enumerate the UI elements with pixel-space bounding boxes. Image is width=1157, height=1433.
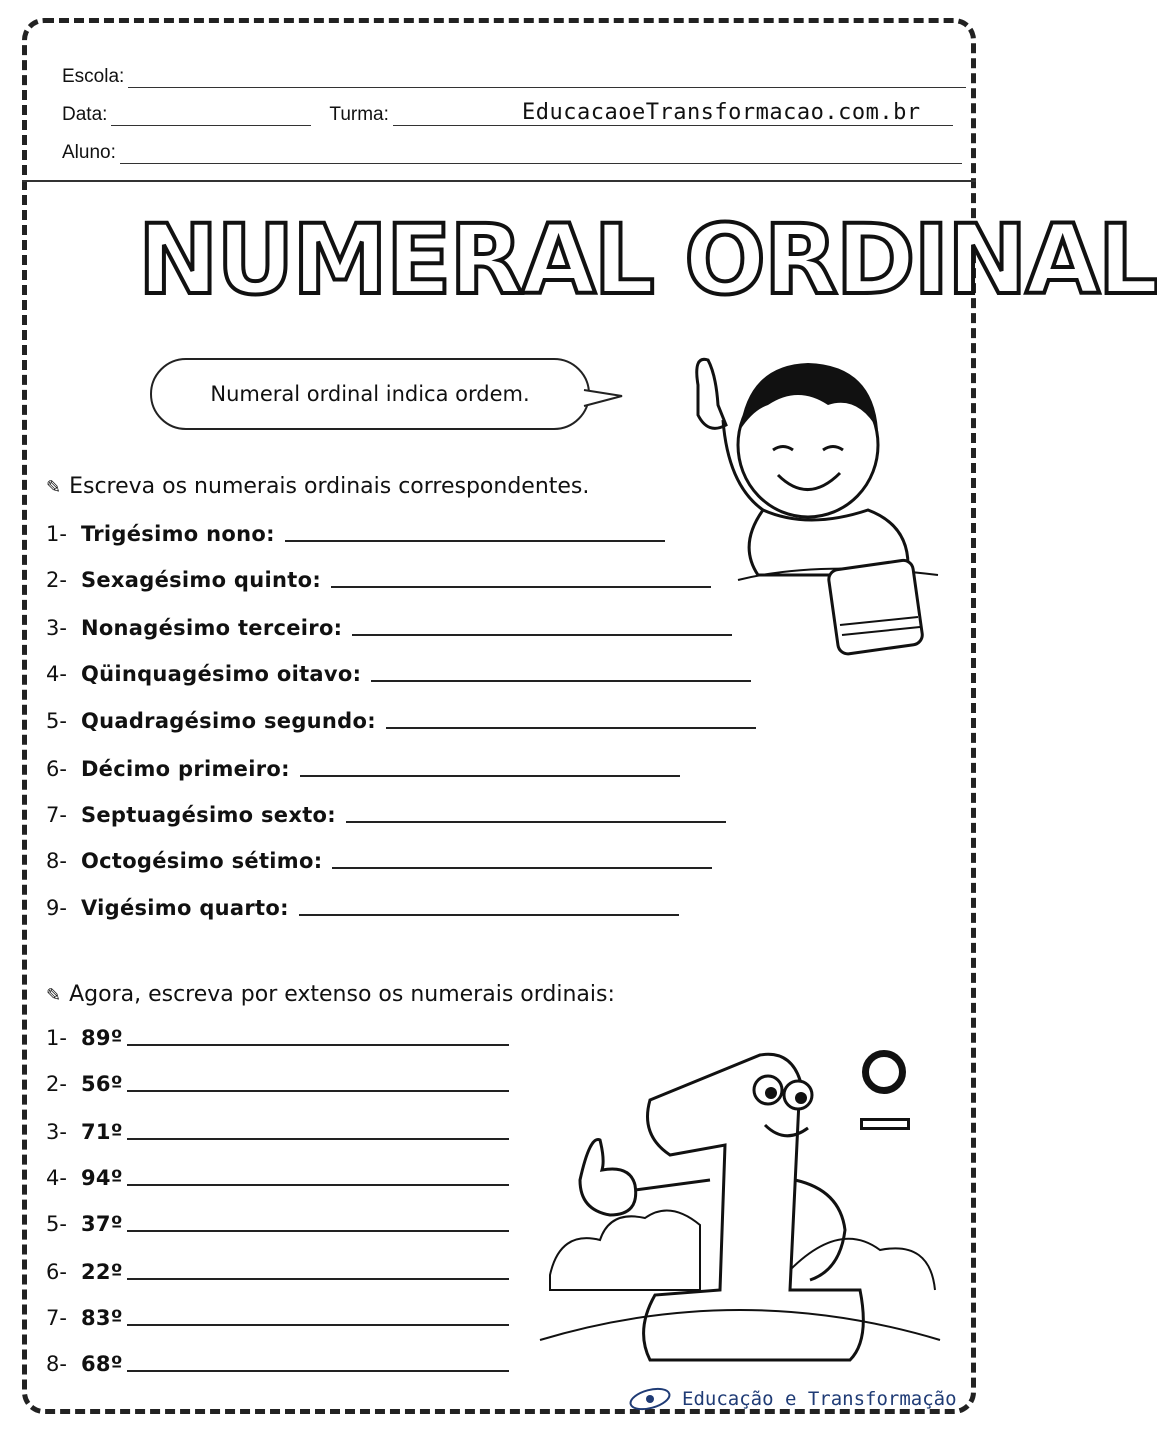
list-item: [46, 709, 756, 733]
item-label: Nonagésimo terceiro:: [80, 616, 343, 640]
header-divider: [22, 180, 976, 182]
answer-line[interactable]: [346, 811, 726, 823]
item-label: Vigésimo quarto:: [80, 896, 289, 920]
item-number: 3-: [46, 1120, 67, 1144]
answer-line[interactable]: [285, 530, 665, 542]
answer-line[interactable]: [332, 857, 712, 869]
ordinal-bar-icon: [860, 1118, 910, 1130]
answer-line[interactable]: [127, 1268, 509, 1280]
list-item: [46, 662, 751, 686]
item-number: 8-: [46, 1352, 67, 1376]
item-label: 83º: [80, 1306, 123, 1330]
item-label: 89º: [80, 1026, 123, 1050]
item-label: Trigésimo nono:: [80, 522, 275, 546]
aluno-field[interactable]: [120, 143, 962, 164]
item-number: 9-: [46, 896, 67, 920]
educacao-logo-icon: [628, 1384, 672, 1414]
item-number: 6-: [46, 1260, 67, 1284]
page-title: [138, 204, 1157, 316]
list-item: [46, 803, 726, 827]
item-label: Décimo primeiro:: [80, 757, 290, 781]
answer-line[interactable]: [127, 1220, 509, 1232]
page-title-text: NUMERAL ORDINAL: [138, 204, 1157, 316]
list-item: [46, 1026, 509, 1050]
list-item: [46, 1072, 509, 1096]
section2-instruction: [46, 982, 615, 1007]
item-label: Sexagésimo quinto:: [80, 568, 322, 592]
item-number: 1-: [46, 1026, 67, 1050]
bubble-tail-icon: [584, 388, 624, 412]
turma-label: Turma:: [329, 104, 389, 125]
answer-line[interactable]: [331, 576, 711, 588]
section1-instruction: [46, 474, 589, 499]
answer-line[interactable]: [127, 1314, 509, 1326]
item-number: 5-: [46, 1212, 67, 1236]
list-item: [46, 849, 712, 873]
item-number: 2-: [46, 1072, 67, 1096]
item-label: Octogésimo sétimo:: [80, 849, 323, 873]
escola-row: [62, 62, 966, 88]
list-item: [46, 1306, 509, 1330]
pencil-icon: ✎: [46, 985, 62, 1006]
list-item: [46, 1352, 509, 1376]
section1-instruction-text: Escreva os numerais ordinais correspondentes.: [69, 474, 590, 499]
aluno-row: [62, 138, 962, 164]
answer-line[interactable]: [300, 765, 680, 777]
speech-bubble-text: Numeral ordinal indica ordem.: [210, 382, 530, 406]
item-label: 22º: [80, 1260, 123, 1284]
site-url: EducacaoeTransformacao.com.br: [522, 100, 921, 125]
list-item: [46, 1212, 509, 1236]
section2-instruction-text: Agora, escreva por extenso os numerais ordinais:: [69, 982, 615, 1007]
answer-line[interactable]: [127, 1080, 509, 1092]
data-label: Data:: [62, 104, 108, 125]
answer-line[interactable]: [352, 624, 732, 636]
pencil-icon: ✎: [46, 477, 62, 498]
item-number: 8-: [46, 849, 67, 873]
answer-line[interactable]: [127, 1034, 509, 1046]
item-number: 7-: [46, 803, 67, 827]
item-label: 56º: [80, 1072, 123, 1096]
item-number: 3-: [46, 616, 67, 640]
list-item: [46, 896, 679, 920]
answer-line[interactable]: [127, 1174, 509, 1186]
list-item: [46, 757, 680, 781]
item-number: 6-: [46, 757, 67, 781]
item-label: 94º: [80, 1166, 123, 1190]
answer-line[interactable]: [386, 717, 756, 729]
item-label: Septuagésimo sexto:: [80, 803, 336, 827]
list-item: [46, 522, 665, 546]
aluno-label: Aluno:: [62, 142, 116, 163]
answer-line[interactable]: [371, 670, 751, 682]
list-item: [46, 616, 732, 640]
list-item: [46, 1260, 509, 1284]
item-label: 68º: [80, 1352, 123, 1376]
item-number: 2-: [46, 568, 67, 592]
list-item: [46, 1166, 509, 1190]
item-label: Quadragésimo segundo:: [80, 709, 376, 733]
answer-line[interactable]: [127, 1128, 509, 1140]
item-label: Qüinquagésimo oitavo:: [80, 662, 362, 686]
footer-brand: [628, 1384, 957, 1414]
data-field[interactable]: [111, 105, 311, 126]
ordinal-circle-icon: [862, 1050, 906, 1094]
list-item: [46, 1120, 509, 1144]
answer-line[interactable]: [127, 1360, 509, 1372]
item-label: 71º: [80, 1120, 123, 1144]
answer-line[interactable]: [299, 904, 679, 916]
item-number: 1-: [46, 522, 67, 546]
item-number: 4-: [46, 1166, 67, 1190]
escola-field[interactable]: [128, 67, 966, 88]
ordinal-badge: [860, 1050, 920, 1140]
item-number: 5-: [46, 709, 67, 733]
list-item: [46, 568, 711, 592]
item-number: 4-: [46, 662, 67, 686]
item-number: 7-: [46, 1306, 67, 1330]
speech-bubble: [150, 358, 590, 430]
item-label: 37º: [80, 1212, 123, 1236]
footer-brand-text: Educação e Transformação: [682, 1388, 957, 1410]
escola-label: Escola:: [62, 66, 125, 87]
